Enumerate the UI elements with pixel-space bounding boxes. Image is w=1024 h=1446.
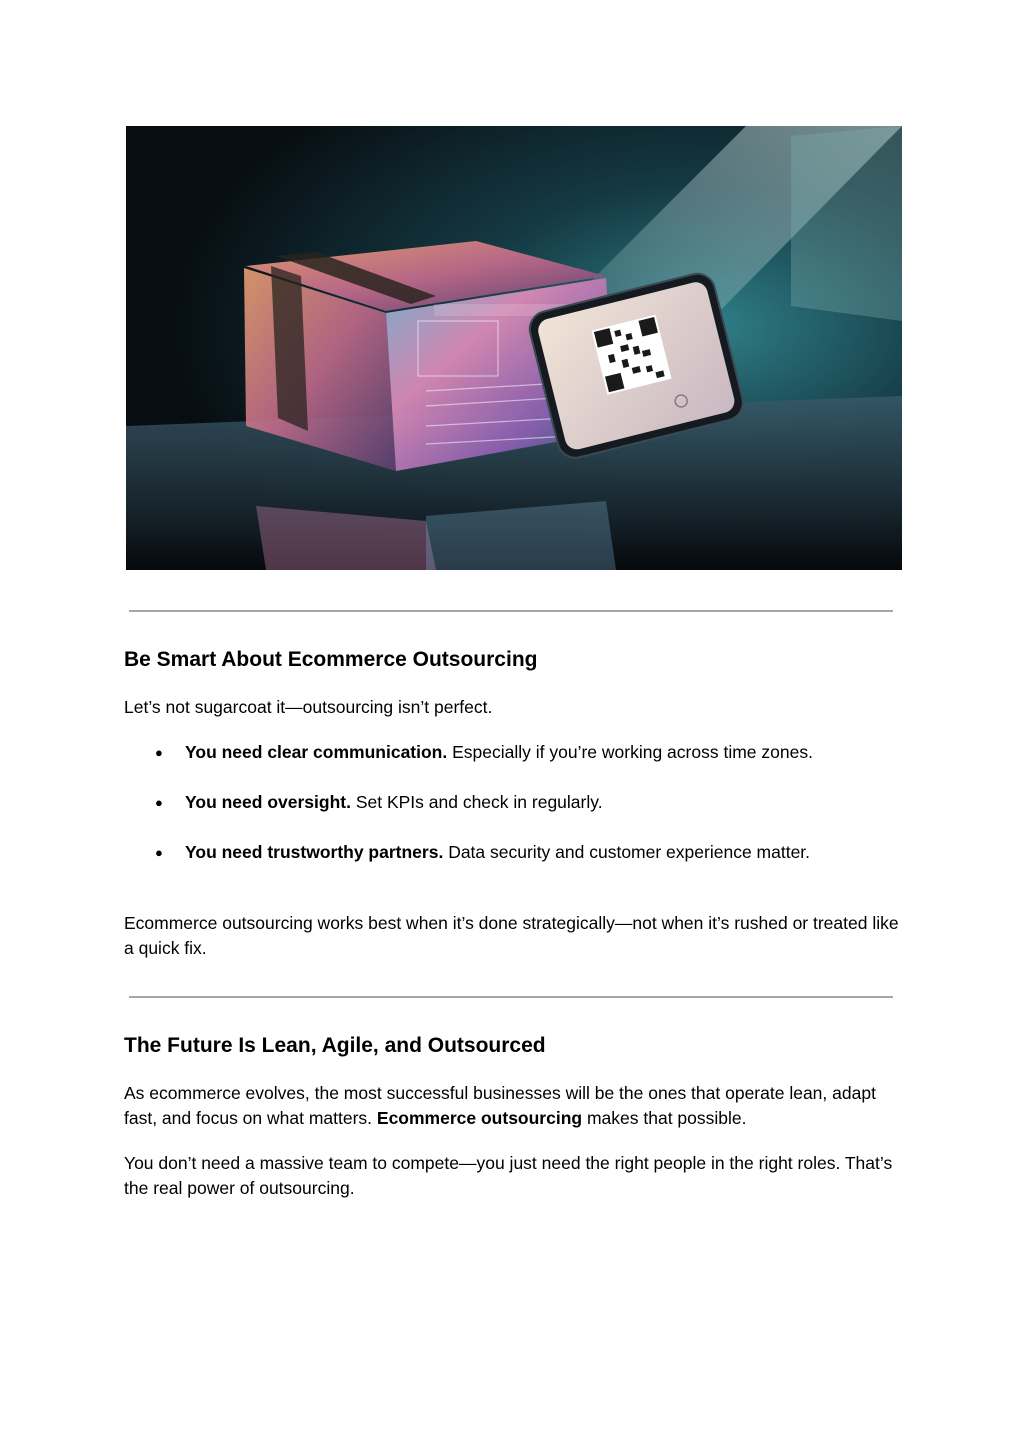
intro-paragraph: Let’s not sugarcoat it—outsourcing isn’t perfect. (124, 697, 493, 717)
bullet-icon: ● (155, 745, 163, 760)
body-paragraph (124, 1081, 904, 1131)
bullet-text: Especially if you’re working across time zones. (447, 742, 813, 762)
bullet-icon: ● (155, 795, 163, 810)
hero-image (126, 126, 902, 570)
paragraph-bold-text: Ecommerce outsourcing (376, 1108, 583, 1128)
closing-paragraph: Ecommerce outsourcing works best when it’s done strategically—not when it’s rushed or treated like a quick fix. (124, 913, 899, 958)
paragraph-text: makes that possible. (582, 1108, 747, 1128)
bullet-text: Data security and customer experience matter. (443, 842, 811, 862)
bullet-icon: ● (155, 845, 163, 860)
section-heading: Be Smart About Ecommerce Outsourcing (124, 648, 538, 671)
bullet-bold-lead: You need trustworthy partners. (185, 842, 444, 862)
horizontal-divider (129, 610, 893, 612)
section-heading: The Future Is Lean, Agile, and Outsourced (124, 1034, 546, 1057)
horizontal-divider (129, 996, 893, 998)
bullet-text: Set KPIs and check in regularly. (350, 792, 603, 812)
body-paragraph: You don’t need a massive team to compete—you just need the right people in the right roles. That’s the real power of outsourcing. (124, 1153, 893, 1198)
bullet-bold-lead: You need clear communication. (185, 742, 448, 762)
hero-illustration (126, 126, 902, 570)
paragraph-text: As ecommerce evolves, the most successful businesses will be the ones that operate lean, adapt fast, and focus on what matters. (124, 1083, 876, 1128)
bullet-bold-lead: You need oversight. (185, 792, 351, 812)
